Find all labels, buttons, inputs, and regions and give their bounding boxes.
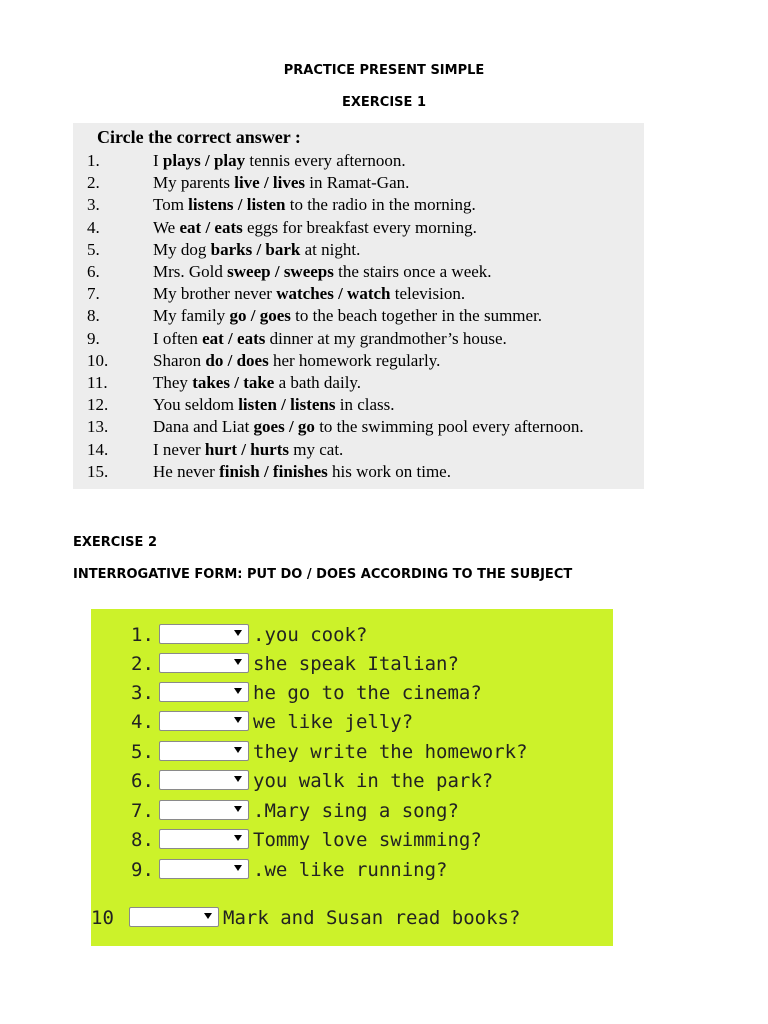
question-text: she speak Italian? — [253, 653, 459, 675]
sentence-start: I never — [153, 439, 205, 459]
answer-choices[interactable]: listens / listen — [188, 195, 286, 215]
sentence-end: a bath daily. — [274, 373, 362, 392]
exercise1-item — [87, 217, 477, 239]
dropdown-arrow-icon[interactable] — [234, 835, 242, 841]
exercise2-title: EXERCISE 2 — [73, 535, 157, 550]
exercise1-item — [87, 172, 409, 194]
exercise1-item — [87, 239, 360, 261]
exercise1-item — [87, 350, 440, 372]
exercise2-item — [91, 653, 611, 675]
sentence-start: Sharon — [153, 350, 206, 370]
answer-choices[interactable]: listen / listens — [238, 395, 336, 415]
answer-choices[interactable]: takes / take — [192, 373, 275, 392]
sentence-end: her homework regularly. — [268, 350, 441, 370]
sentence-end: dinner at my grandmother’s house. — [265, 328, 507, 348]
item-number: 15. — [87, 461, 109, 481]
exercise1-item — [87, 261, 492, 283]
item-number: 14. — [87, 439, 109, 459]
item-number: 6. — [87, 262, 100, 281]
item-number: 11. — [87, 373, 108, 392]
question-text: Mark and Susan read books? — [223, 907, 521, 929]
answer-choices[interactable]: sweep / sweeps — [227, 262, 334, 281]
answer-choices[interactable]: go / goes — [229, 306, 291, 326]
answer-choices[interactable]: watches / watch — [276, 284, 391, 304]
sentence-end: to the beach together in the summer. — [290, 306, 543, 326]
exercise1-item — [87, 394, 395, 416]
question-text: you walk in the park? — [253, 770, 494, 792]
sentence-end: in Ramat-Gan. — [305, 173, 410, 193]
dropdown-arrow-icon[interactable] — [234, 865, 242, 871]
item-number: 7. — [87, 284, 100, 304]
dropdown-arrow-icon[interactable] — [234, 630, 242, 636]
item-number: 8. — [131, 829, 154, 851]
exercise1-item — [87, 305, 542, 327]
item-number: 1. — [87, 151, 100, 170]
sentence-end: tennis every afternoon. — [245, 151, 406, 170]
do-does-select[interactable] — [129, 907, 219, 927]
question-text: Tommy love swimming? — [253, 829, 482, 851]
answer-choices[interactable]: plays / play — [162, 151, 246, 170]
exercise1-item — [87, 461, 451, 483]
sentence-end: to the swimming pool every afternoon. — [314, 417, 584, 437]
question-text: .we like running? — [253, 859, 448, 881]
item-number: 9. — [131, 859, 154, 881]
exercise1-box — [73, 123, 644, 489]
sentence-end: his work on time. — [327, 461, 451, 481]
do-does-select[interactable] — [159, 682, 249, 702]
sentence-end: in class. — [335, 395, 395, 415]
item-number: 5. — [87, 239, 100, 259]
dropdown-arrow-icon[interactable] — [234, 806, 242, 812]
item-number: 9. — [87, 328, 100, 348]
dropdown-arrow-icon[interactable] — [234, 776, 242, 782]
item-number: 1. — [131, 624, 154, 646]
exercise2-box — [91, 609, 613, 946]
sentence-start: Tom — [153, 195, 189, 215]
item-number: 8. — [87, 306, 100, 326]
sentence-end: the stairs once a week. — [333, 262, 492, 281]
item-number: 3. — [87, 195, 100, 215]
item-number: 10. — [87, 350, 109, 370]
item-number: 13. — [87, 417, 109, 437]
do-does-select[interactable] — [159, 800, 249, 820]
exercise2-item — [91, 741, 611, 763]
exercise1-item — [87, 439, 343, 461]
exercise2-item — [91, 907, 611, 929]
item-number: 4. — [131, 711, 154, 733]
exercise1-instruction: Circle the correct answer : — [97, 127, 301, 147]
dropdown-arrow-icon[interactable] — [234, 659, 242, 665]
exercise1-item — [87, 416, 584, 438]
exercise1-item — [87, 283, 465, 305]
sentence-end: to the radio in the morning. — [285, 195, 476, 215]
question-text: .you cook? — [253, 624, 368, 646]
sentence-start: My brother never — [153, 284, 277, 304]
do-does-select[interactable] — [159, 653, 249, 673]
sentence-end: my cat. — [289, 439, 344, 459]
sentence-start: He never — [153, 461, 220, 481]
sentence-start: My dog — [153, 239, 211, 259]
exercise1-item — [87, 328, 507, 350]
sentence-start: Dana and Liat — [153, 417, 254, 437]
sentence-end: at night. — [300, 239, 361, 259]
sentence-start: My family — [153, 306, 230, 326]
answer-choices[interactable]: eat / eats — [179, 217, 243, 237]
item-number: 5. — [131, 741, 154, 763]
sentence-end: television. — [390, 284, 466, 304]
do-does-select[interactable] — [159, 829, 249, 849]
item-number: 2. — [87, 173, 100, 193]
do-does-select[interactable] — [159, 770, 249, 790]
sentence-start: They — [153, 373, 193, 392]
exercise2-item — [91, 859, 611, 881]
exercise2-item — [91, 682, 611, 704]
do-does-select[interactable] — [159, 859, 249, 879]
item-number: 10 — [91, 907, 114, 929]
question-text: we like jelly? — [253, 711, 414, 733]
item-number: 6. — [131, 770, 154, 792]
sentence-start: I — [153, 151, 163, 170]
exercise2-item — [91, 770, 611, 792]
exercise1-title: EXERCISE 1 — [342, 95, 426, 110]
answer-choices[interactable]: do / does — [205, 350, 269, 370]
answer-choices[interactable]: barks / bark — [210, 239, 301, 259]
exercise2-item — [91, 829, 611, 851]
question-text: he go to the cinema? — [253, 682, 482, 704]
sentence-start: I often — [153, 328, 203, 348]
question-text: they write the homework? — [253, 741, 528, 763]
answer-choices[interactable]: live / lives — [234, 173, 306, 193]
question-text: .Mary sing a song? — [253, 800, 459, 822]
answer-choices[interactable]: hurt / hurts — [204, 439, 289, 459]
exercise1-item — [87, 150, 406, 172]
exercise2-subtitle: INTERROGATIVE FORM: PUT DO / DOES ACCORDING TO THE SUBJECT — [73, 567, 573, 582]
item-number: 2. — [131, 653, 154, 675]
sentence-end: eggs for breakfast every morning. — [242, 217, 477, 237]
exercise2-item — [91, 624, 611, 646]
dropdown-arrow-icon[interactable] — [234, 688, 242, 694]
item-number: 3. — [131, 682, 154, 704]
exercise1-item — [87, 194, 476, 216]
answer-choices[interactable]: goes / go — [253, 417, 315, 437]
do-does-select[interactable] — [159, 711, 249, 731]
answer-choices[interactable]: finish / finishes — [219, 461, 328, 481]
exercise2-item — [91, 711, 611, 733]
do-does-select[interactable] — [159, 624, 249, 644]
item-number: 7. — [131, 800, 154, 822]
dropdown-arrow-icon[interactable] — [204, 913, 212, 919]
sentence-start: My parents — [153, 173, 235, 193]
item-number: 4. — [87, 217, 100, 237]
sentence-start: Mrs. Gold — [153, 262, 228, 281]
item-number: 12. — [87, 395, 109, 415]
exercise1-item — [87, 372, 361, 394]
dropdown-arrow-icon[interactable] — [234, 747, 242, 753]
sentence-start: We — [153, 217, 180, 237]
do-does-select[interactable] — [159, 741, 249, 761]
sentence-start: You seldom — [153, 395, 239, 415]
answer-choices[interactable]: eat / eats — [202, 328, 266, 348]
page-title: PRACTICE PRESENT SIMPLE — [283, 63, 485, 78]
exercise2-item — [91, 800, 611, 822]
dropdown-arrow-icon[interactable] — [234, 717, 242, 723]
